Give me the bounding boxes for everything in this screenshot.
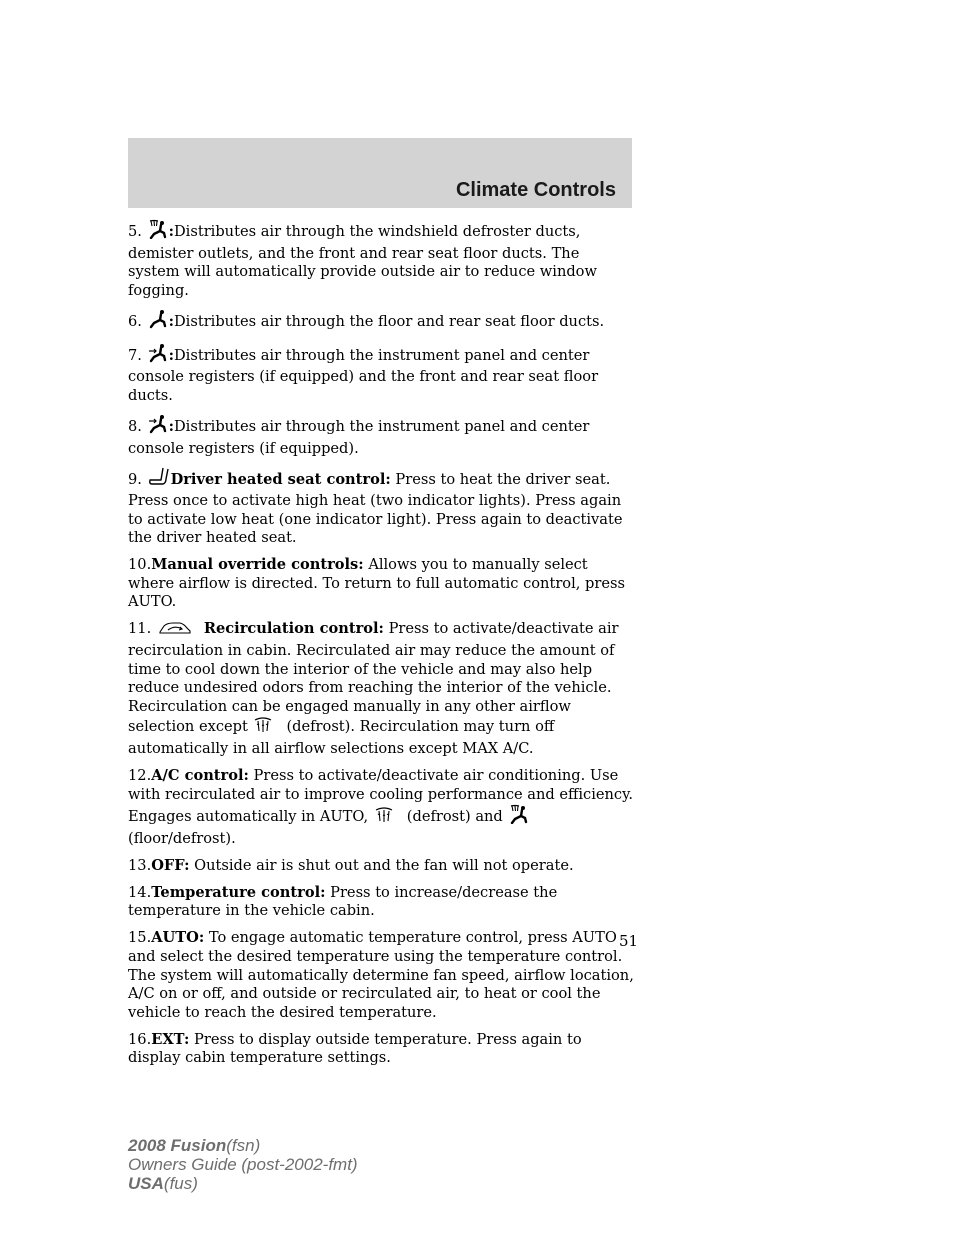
item-11: 11. Recirculation control: Press to activate/deactivate air recirculation in cabin. Recirculated air may reduce the amount of time to cool down the interior of the vehicle and may also help reduce undesired odors from reaching the interior of the vehicle. Recirculation can be engaged manually in any other airflow selection except (defrost). Recirculation may turn off automatically in all airflow selections except MAX A/C. xyxy=(128,620,619,757)
footer-line-market: USA(fus) xyxy=(128,1174,198,1193)
item-12: 12.A/C control: Press to activate/deactivate air conditioning. Use with recirculated air to improve cooling performance and efficiency. Engages automatically in AUTO, (defrost) and (floor/defrost). xyxy=(128,766,634,847)
item-number: 9. xyxy=(128,470,142,488)
floor-icon xyxy=(148,309,168,335)
item-label: AUTO: xyxy=(151,929,205,947)
item-label: Manual override controls: xyxy=(151,556,364,574)
item-5: 5. :Distributes air through the windshield defroster ducts, demister outlets, and the front and rear seat floor ducts. The system will automatically provide outside air to reduce window fogging. xyxy=(128,219,634,300)
page-number: 51 xyxy=(619,932,639,950)
item-label: Recirculation control: xyxy=(203,620,384,638)
item-number: 8. xyxy=(128,417,142,435)
item-number: 10. xyxy=(128,556,152,574)
floor-defrost-icon xyxy=(148,219,168,245)
item-10: 10.Manual override controls: Allows you to manually select where airflow is directed. To return to full automatic control, press AUTO. xyxy=(128,556,625,611)
section-title: Climate Controls xyxy=(455,179,616,201)
item-13: 13.OFF: Outside air is shut out and the fan will not operate. xyxy=(128,856,574,874)
recirculation-icon xyxy=(158,620,192,642)
item-6: 6. :Distributes air through the floor and rear seat floor ducts. xyxy=(128,309,634,335)
item-number: 13. xyxy=(128,856,152,874)
footer-line-guide: Owners Guide (post-2002-fmt) xyxy=(128,1155,358,1174)
item-label: EXT: xyxy=(151,1030,190,1048)
item-number: 12. xyxy=(128,766,152,784)
panel-icon xyxy=(148,414,168,440)
item-label: A/C control: xyxy=(151,766,249,784)
item-14: 14.Temperature control: Press to increase/decrease the temperature in the vehicle cabin. xyxy=(128,883,558,920)
defrost-icon xyxy=(254,716,272,740)
item-7: 7. :Distributes air through the instrument panel and center console registers (if equipped) and the front and rear seat floor ducts. xyxy=(128,343,634,406)
item-number: 16. xyxy=(128,1030,152,1048)
document-footer xyxy=(128,1136,358,1193)
item-8: 8. :Distributes air through the instrument panel and center console registers (if equipped). xyxy=(128,414,634,458)
item-number: 7. xyxy=(128,346,142,364)
item-16: 16.EXT: Press to display outside temperature. Press again to display cabin temperature settings. xyxy=(128,1030,582,1067)
item-number: 14. xyxy=(128,883,152,901)
item-number: 15. xyxy=(128,929,152,947)
panel-floor-icon xyxy=(148,343,168,369)
defrost-icon xyxy=(375,806,393,830)
item-label: Driver heated seat control: xyxy=(170,470,391,488)
item-label: OFF: xyxy=(151,856,190,874)
item-15: 15.AUTO: To engage automatic temperature control, press AUTO and select the desired temperature using the temperature control. The system will automatically determine fan speed, airflow location, A/C on or off, and outside or recirculated air, to heat or cool the vehicle to reach the desired temperature. xyxy=(128,929,634,1021)
item-number: 11. xyxy=(128,620,152,638)
footer-line-model: 2008 Fusion(fsn) xyxy=(128,1136,261,1155)
item-number: 5. xyxy=(128,223,142,240)
item-label: Temperature control: xyxy=(151,883,326,901)
item-9: 9. Driver heated seat control: Press to heat the driver seat. Press once to activate high heat (two indicator lights). Press again to activate low heat (one indicator light). Press again to deactivate the driver heated seat. xyxy=(128,467,634,548)
page-content xyxy=(128,219,634,1076)
item-number: 6. xyxy=(128,312,142,330)
floor-defrost-icon xyxy=(509,804,529,830)
heated-seat-icon xyxy=(148,467,170,493)
section-header-bar xyxy=(128,138,632,208)
